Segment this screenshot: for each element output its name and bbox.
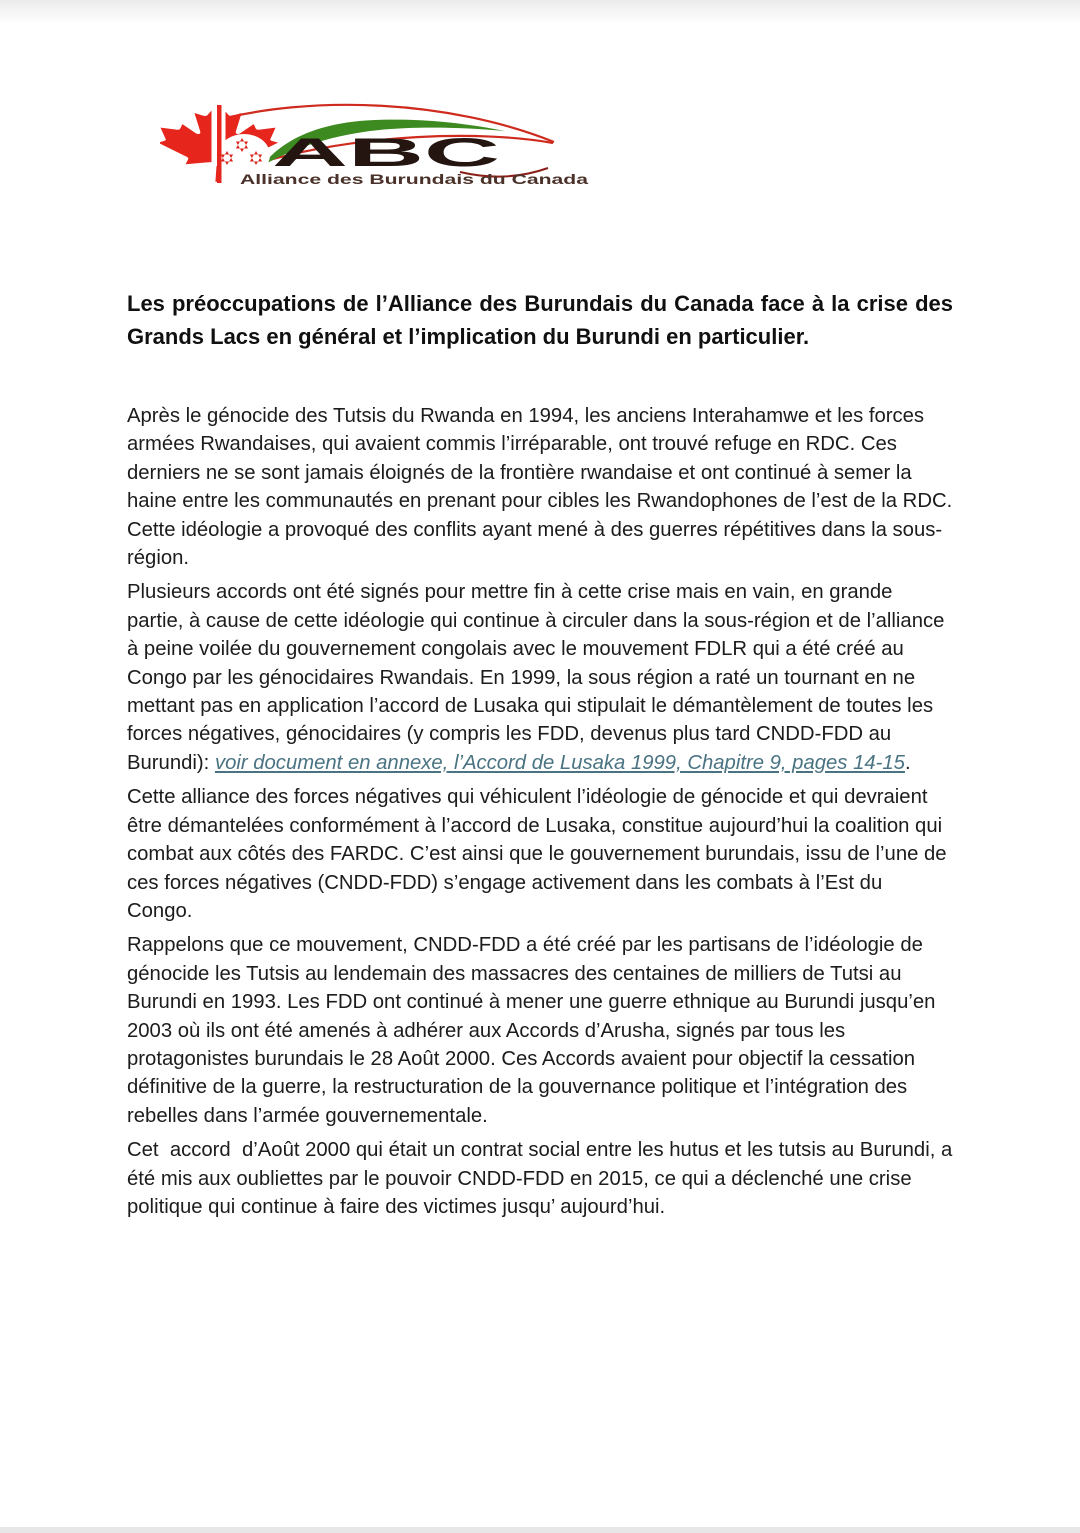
paragraph-accords-lusaka [127, 578, 953, 777]
document-content [127, 287, 958, 1227]
paragraph-alliance-forces-negatives [127, 783, 953, 925]
paragraph-text: Après le génocide des Tutsis du Rwanda en 1994, les anciens Interahamwe et les forces armées Rwandaises, qui avaient commis l’irréparable, ont trouvé refuge en RDC. Ces derniers ne se sont jamais éloignés de la frontière rwandaise et ont continué à semer la haine entre les communautés en prenant pour cibles les Rwandophones de l’est de la RDC. Cette idéologie a provoqué des conflits ayant mené à des guerres répétitives dans la sous-région. [127, 405, 958, 570]
flag-pole-stem [217, 105, 222, 183]
paragraph-cndd-fdd-historique [127, 931, 953, 1130]
paragraph-text: Cette alliance des forces négatives qui véhiculent l’idéologie de génocide et qui devraient être démantelées conformément à l’accord de Lusaka, constitue aujourd’hui la coalition qui combat aux côtés des FARDC. C’est ainsi que le gouvernement burundais, issu de l’une de ces forces négatives (CNDD-FDD) s’engage activement dans les combats à l’Est du Congo. [127, 786, 953, 922]
paragraph-accord-aout-2000 [127, 1136, 958, 1221]
logo-abbreviation-text: ABC [272, 131, 500, 175]
page-top-edge [0, 0, 1080, 24]
paragraph-text: Cet accord d’Août 2000 qui était un contrat social entre les hutus et les tutsis au Burundi, a été mis aux oubliettes par le pouvoir CNDD-FDD en 2015, ce qui a déclenché une crise politique qui continue à faire des victimes jusqu’ aujourd’hui. [127, 1139, 958, 1218]
paragraph-text: Rappelons que ce mouvement, CNDD-FDD a été créé par les partisans de l’idéologie de génocide les Tutsis au lendemain des massacres des centaines de milliers de Tutsi au Burundi en 1993. Les FDD ont continué à mener une guerre ethnique au Burundi jusqu’en 2003 où ils ont été amenés à adhérer aux Accords d’Arusha, signés par tous les protagonistes burundais le 28 Août 2000. Ces Accords avaient pour objectif la cessation définitive de la guerre, la restructuration de la gouvernance politique et l’intégration des rebelles dans l’armée gouvernementale. [127, 934, 942, 1127]
abc-logo [160, 98, 600, 198]
paragraph-text: Plusieurs accords ont été signés pour mettre fin à cette crise mais en vain, en grande partie, à cause de cette idéologie qui continue à circuler dans la sous-région et de l’alliance à peine voilée du gouvernement congolais avec le mouvement FDLR qui a été créé au Congo par les génocidaires Rwandais. En 1999, la sous région a raté un tournant en ne mettant pas en application l’accord de Lusaka qui stipulait le démantèlement de toutes les forces négatives, génocidaires (y compris les FDD, devenus plus tard CNDD-FDD au Burundi): [127, 581, 951, 774]
paragraph-text: . [904, 751, 911, 774]
abc-logo-graphic [160, 98, 600, 198]
page-bottom-edge [0, 1527, 1080, 1533]
paragraph-genocide-1994 [127, 402, 958, 572]
stars-patch [218, 134, 270, 176]
annex-accord-lusaka-link[interactable]: voir document en annexe, l’Accord de Lusaka 1999, Chapitre 9, pages 14-15 [214, 751, 905, 774]
document-title: Les préoccupations de l’Alliance des Burundais du Canada face à la crise des Grands Lacs en général et l’implication du Burundi en particulier. [127, 291, 953, 349]
logo-organisation-name: Alliance des Burundais du Canada [240, 171, 589, 187]
